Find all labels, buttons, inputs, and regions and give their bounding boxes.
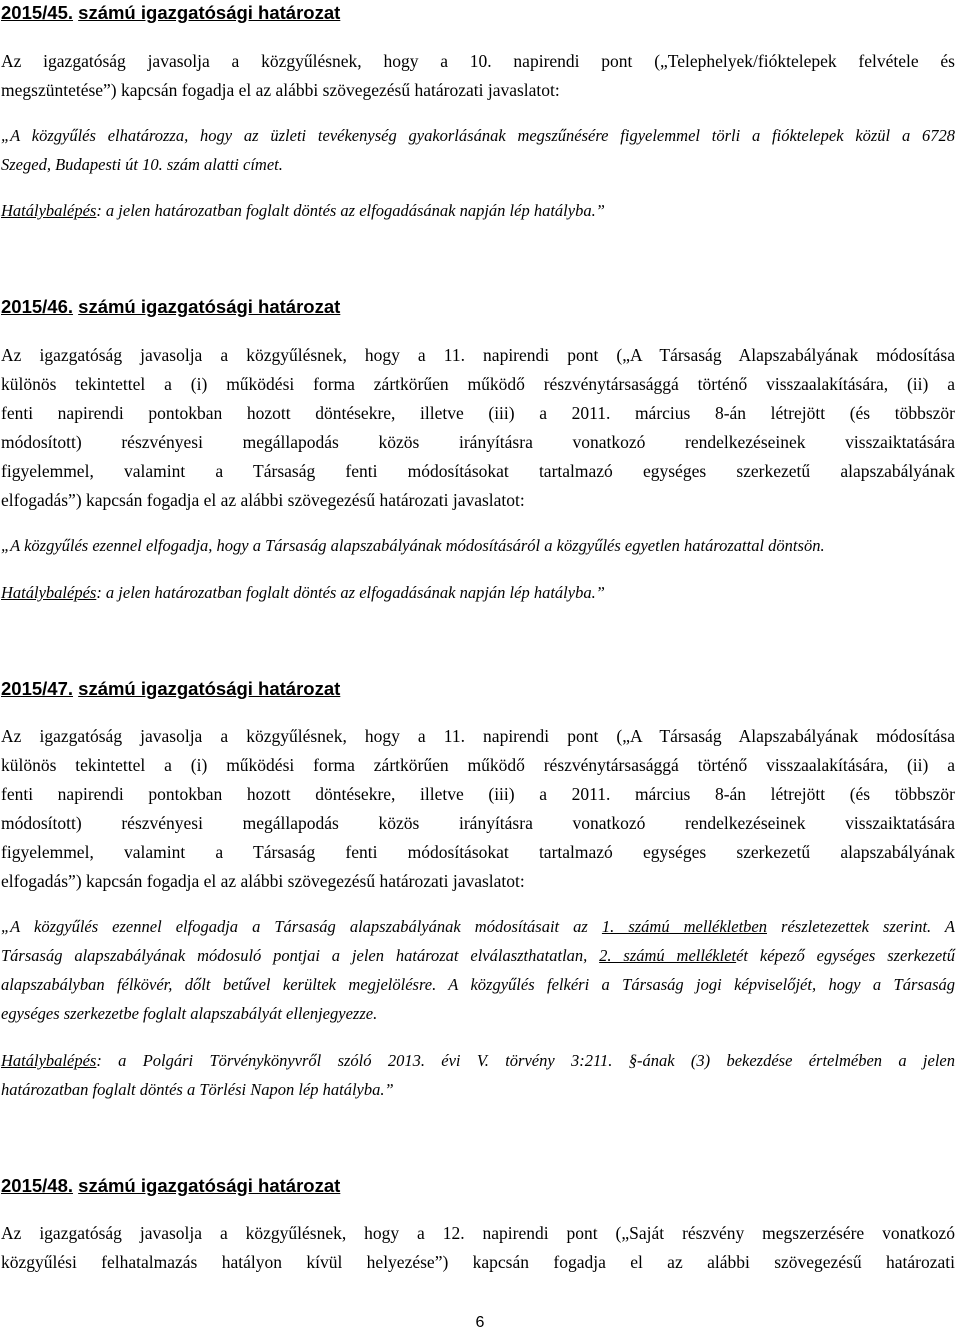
intro-line: Az igazgatóság javasolja a közgyűlésnek, hogy a 11. napirendi pont („A Társaság Alapszabályának módosítása — [1, 345, 955, 365]
effective-date-line — [1, 200, 955, 222]
heading-number: 2015/45. — [1, 2, 74, 23]
intro-line: módosított) részvényesi megállapodás közös irányításra vonatkozó rendelkezéseinek visszaiktatására — [1, 813, 955, 833]
effective-text: : a jelen határozatban foglalt döntés az elfogadásának napján lép hatályba.” — [96, 201, 605, 220]
resolution-text-line: egységes szerkezetbe foglalt alapszabályát ellenjegyezze. — [1, 1004, 378, 1023]
heading-number: 2015/48. — [1, 1175, 74, 1196]
resolution-heading-46 — [1, 296, 340, 318]
heading-number: 2015/46. — [1, 296, 74, 317]
heading-title: számú igazgatósági határozat — [78, 296, 341, 317]
intro-line: fenti napirendi pontokban hozott döntésekre, illetve (iii) a 2011. március 8-án létrejött (és többször — [1, 784, 955, 804]
intro-line: figyelemmel, valamint a Társaság fenti módosításokat tartalmazó egységes szerkezetű alapszabályának — [1, 842, 955, 862]
intro-line: Az igazgatóság javasolja a közgyűlésnek, hogy a 12. napirendi pont („Saját részvény megszerzésére vonatkozó — [1, 1223, 955, 1243]
effective-label: Hatálybalépés — [1, 583, 97, 602]
intro-line: Az igazgatóság javasolja a közgyűlésnek, hogy a 10. napirendi pont („Telephelyek/fióktelepek felvétele és — [1, 51, 955, 71]
resolution-text: ét képező egységes szerkezetű — [736, 946, 956, 965]
resolution-text: részletezettek szerint. A — [767, 917, 955, 936]
resolution-text-line: „A közgyűlés ezennel elfogadja, hogy a Társaság alapszabályának módosításáról a közgyűlés egyetlen határozattal döntsön. — [1, 536, 825, 555]
resolution-text-line: „A közgyűlés elhatározza, hogy az üzleti tevékenység gyakorlásának megszűnésére figyelemmel törli a fióktelepek közül a 6728 — [1, 126, 955, 145]
heading-title: számú igazgatósági határozat — [78, 1175, 341, 1196]
effective-label: Hatálybalépés — [1, 1051, 97, 1070]
effective-date-line — [1, 582, 955, 604]
intro-line: megszüntetése”) kapcsán fogadja el az alábbi szövegezésű határozati javaslatot: — [1, 80, 560, 100]
resolution-heading-47 — [1, 678, 340, 700]
intro-line: Az igazgatóság javasolja a közgyűlésnek, hogy a 11. napirendi pont („A Társaság Alapszabályának módosítása — [1, 726, 955, 746]
resolution-text-line: alapszabályban félkövér, dőlt betűvel kerültek megjelölésre. A közgyűlés felkéri a Társaság jogi képviselőjét, hogy a Társaság — [1, 975, 955, 994]
effective-date-line — [1, 1050, 955, 1072]
intro-line: különös tekintettel a (i) működési forma zártkörűen működő részvénytársasággá történő visszaalakítására, (ii) a — [1, 755, 955, 775]
effective-text: : a Polgári Törvénykönyvről szóló 2013. évi V. törvény 3:211. §-ának (3) bekezdése értelmében a jelen — [96, 1051, 955, 1070]
page-number: 6 — [475, 1314, 485, 1331]
annex-1-reference: 1. számú mellékletben — [601, 917, 767, 936]
effective-date-line: határozatban foglalt döntés a Törlési Napon lép hatályba.” — [1, 1080, 394, 1099]
intro-line: különös tekintettel a (i) működési forma zártkörűen működő részvénytársasággá történő visszaalakítására, (ii) a — [1, 374, 955, 394]
resolution-text-line — [1, 945, 955, 967]
intro-line: módosított) részvényesi megállapodás közös irányításra vonatkozó rendelkezéseinek visszaiktatására — [1, 432, 955, 452]
heading-number: 2015/47. — [1, 678, 74, 699]
heading-title: számú igazgatósági határozat — [78, 678, 341, 699]
intro-line: közgyűlési felhatalmazás hatályon kívül helyezése”) kapcsán fogadja el az alábbi szövegezésű határozati — [1, 1252, 955, 1272]
effective-text: : a jelen határozatban foglalt döntés az elfogadásának napján lép hatályba.” — [96, 583, 605, 602]
intro-line: figyelemmel, valamint a Társaság fenti módosításokat tartalmazó egységes szerkezetű alapszabályának — [1, 461, 955, 481]
intro-line: elfogadás”) kapcsán fogadja el az alábbi szövegezésű határozati javaslatot: — [1, 871, 525, 891]
effective-label: Hatálybalépés — [1, 201, 97, 220]
resolution-text-line: Szeged, Budapesti út 10. szám alatti címet. — [1, 155, 283, 174]
resolution-text-line — [1, 916, 955, 938]
heading-title: számú igazgatósági határozat — [78, 2, 341, 23]
annex-2-reference: 2. számú melléklet — [599, 946, 737, 965]
resolution-text: Társaság alapszabályának módosuló pontjai a jelen határozat elválaszthatatlan, — [1, 946, 600, 965]
resolution-heading-45 — [1, 2, 340, 24]
resolution-heading-48 — [1, 1175, 340, 1197]
intro-line: elfogadás”) kapcsán fogadja el az alábbi szövegezésű határozati javaslatot: — [1, 490, 525, 510]
intro-line: fenti napirendi pontokban hozott döntésekre, illetve (iii) a 2011. március 8-án létrejött (és többször — [1, 403, 955, 423]
resolution-text: „A közgyűlés ezennel elfogadja a Társaság alapszabályának módosításait az — [1, 917, 602, 936]
